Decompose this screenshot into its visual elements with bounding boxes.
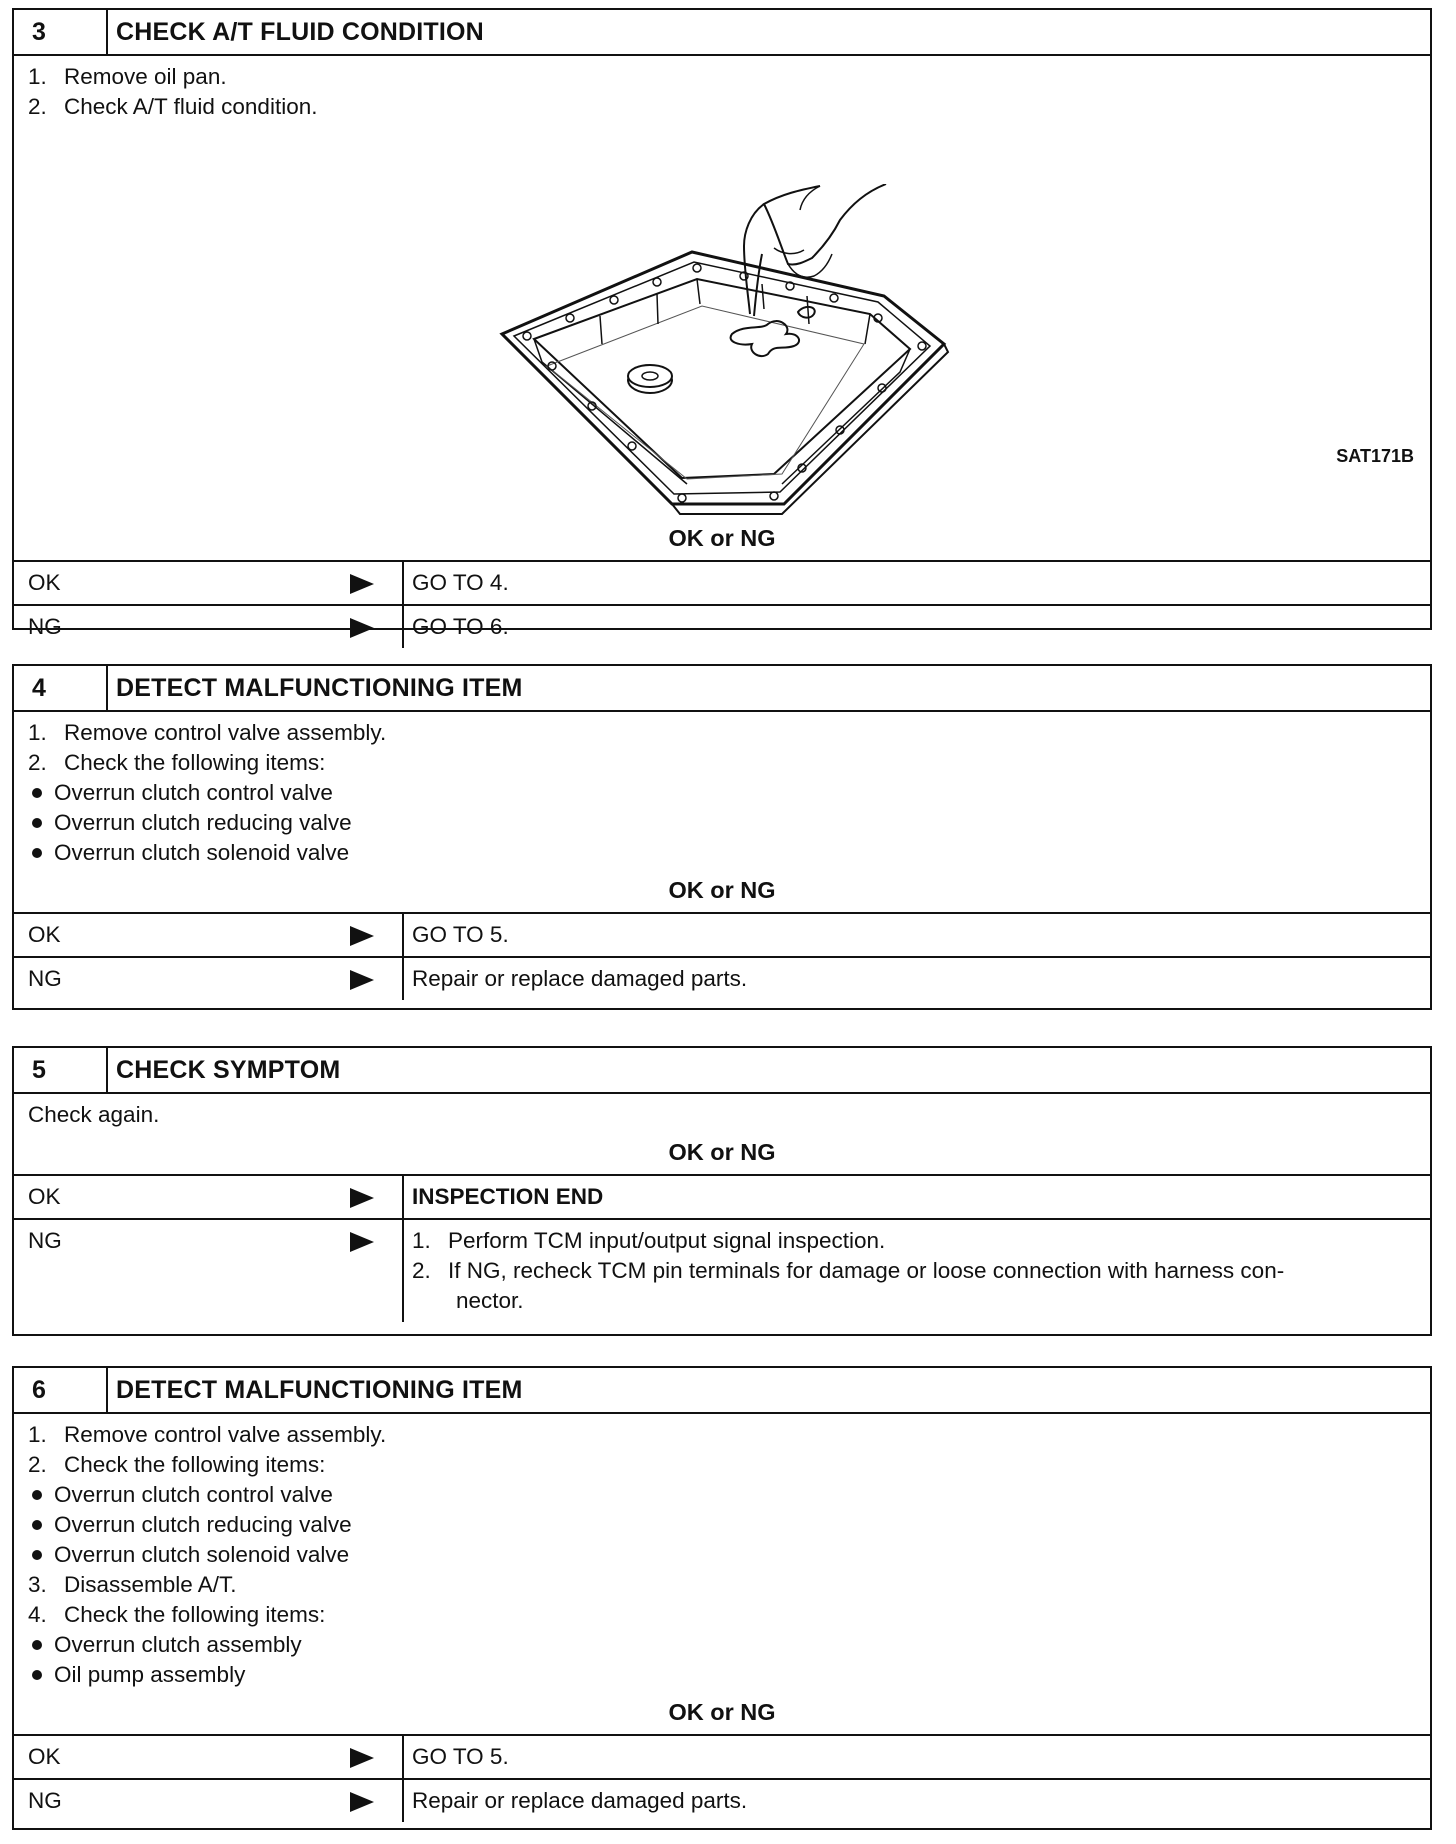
ok-or-ng-label: OK or NG bbox=[668, 877, 776, 903]
instruction-item: 2. Check the following items: bbox=[28, 750, 326, 775]
ng-row bbox=[14, 1218, 1430, 1322]
bullet-icon bbox=[32, 818, 42, 828]
step-4-header bbox=[14, 666, 1430, 712]
ng-label: NG bbox=[14, 606, 404, 648]
ok-or-ng-label: OK or NG bbox=[668, 525, 776, 551]
ok-row bbox=[14, 912, 1430, 956]
ok-row bbox=[14, 1174, 1430, 1218]
step-3-body bbox=[14, 56, 1430, 546]
step-title: DETECT MALFUNCTIONING ITEM bbox=[116, 674, 523, 702]
bullet-item: Overrun clutch reducing valve bbox=[28, 808, 1416, 838]
arrow-right-icon bbox=[350, 618, 374, 638]
step-title: DETECT MALFUNCTIONING ITEM bbox=[116, 1376, 523, 1404]
ok-label: OK bbox=[14, 562, 404, 604]
instruction-item: 1. Remove control valve assembly. bbox=[28, 720, 387, 745]
ng-result: Repair or replace damaged parts. bbox=[412, 1788, 748, 1813]
bullet-icon bbox=[32, 1670, 42, 1680]
oil-pan-illustration bbox=[482, 184, 1002, 524]
ok-result: GO TO 5. bbox=[412, 922, 509, 947]
ok-row bbox=[14, 560, 1430, 604]
ng-result-line: 1. Perform TCM input/output signal inspection. bbox=[412, 1228, 886, 1253]
bullet-icon bbox=[32, 1490, 42, 1500]
ng-result-line: nector. bbox=[456, 1288, 524, 1313]
instruction-item: 1. Remove oil pan. bbox=[28, 64, 227, 89]
ng-result bbox=[404, 1220, 1430, 1322]
ng-result: Repair or replace damaged parts. bbox=[412, 966, 748, 991]
bullet-item: Overrun clutch solenoid valve bbox=[28, 838, 1416, 868]
arrow-right-icon bbox=[350, 1188, 374, 1208]
step-5-box bbox=[12, 1046, 1432, 1336]
step-title: CHECK SYMPTOM bbox=[116, 1056, 341, 1084]
step-number: 5 bbox=[14, 1048, 108, 1092]
ng-label: NG bbox=[14, 1220, 404, 1322]
figure-code: SAT171B bbox=[1336, 446, 1414, 466]
step-4-box bbox=[12, 664, 1432, 1010]
bullet-item: Overrun clutch solenoid valve bbox=[28, 1540, 1416, 1570]
arrow-right-icon bbox=[350, 1748, 374, 1768]
step-number: 3 bbox=[14, 10, 108, 54]
instruction-item: 2. Check the following items: bbox=[28, 1452, 326, 1477]
step-number: 6 bbox=[14, 1368, 108, 1412]
step-6-header bbox=[14, 1368, 1430, 1414]
instruction-item: 2. Check A/T fluid condition. bbox=[28, 94, 318, 119]
ok-row bbox=[14, 1734, 1430, 1778]
bullet-icon bbox=[32, 1550, 42, 1560]
ng-row bbox=[14, 1778, 1430, 1822]
ok-result: GO TO 5. bbox=[412, 1744, 509, 1769]
ng-label: NG bbox=[14, 1780, 404, 1822]
ok-label: OK bbox=[14, 1176, 404, 1218]
step-3-box bbox=[12, 8, 1432, 639]
instruction-item: 3. Disassemble A/T. bbox=[28, 1572, 237, 1597]
step-number: 4 bbox=[14, 666, 108, 710]
instruction-text: Check again. bbox=[28, 1102, 160, 1127]
ok-label: OK bbox=[14, 914, 404, 956]
step-title: CHECK A/T FLUID CONDITION bbox=[116, 18, 484, 46]
step-6-body bbox=[14, 1414, 1430, 1690]
arrow-right-icon bbox=[350, 574, 374, 594]
bullet-icon bbox=[32, 1520, 42, 1530]
arrow-right-icon bbox=[350, 970, 374, 990]
ng-row bbox=[14, 604, 1430, 648]
bullet-item: Overrun clutch assembly bbox=[28, 1630, 1416, 1660]
step-5-body bbox=[14, 1094, 1430, 1130]
step-6-box bbox=[12, 1366, 1432, 1830]
bullet-item: Oil pump assembly bbox=[28, 1660, 1416, 1690]
ng-row bbox=[14, 956, 1430, 1000]
bullet-icon bbox=[32, 788, 42, 798]
ok-or-ng-label: OK or NG bbox=[668, 1699, 776, 1725]
arrow-right-icon bbox=[350, 1232, 374, 1252]
ok-label: OK bbox=[14, 1736, 404, 1778]
ng-result: GO TO 6. bbox=[412, 614, 509, 639]
ok-result: INSPECTION END bbox=[412, 1184, 604, 1209]
step-5-header bbox=[14, 1048, 1430, 1094]
arrow-right-icon bbox=[350, 1792, 374, 1812]
bullet-item: Overrun clutch control valve bbox=[28, 778, 1416, 808]
bullet-item: Overrun clutch reducing valve bbox=[28, 1510, 1416, 1540]
ok-result: GO TO 4. bbox=[412, 570, 509, 595]
ok-or-ng-label: OK or NG bbox=[668, 1139, 776, 1165]
instruction-item: 1. Remove control valve assembly. bbox=[28, 1422, 387, 1447]
step-4-body bbox=[14, 712, 1430, 868]
step-3-header bbox=[14, 10, 1430, 56]
bullet-icon bbox=[32, 1640, 42, 1650]
ng-label: NG bbox=[14, 958, 404, 1000]
arrow-right-icon bbox=[350, 926, 374, 946]
bullet-icon bbox=[32, 848, 42, 858]
ng-result-line: 2. If NG, recheck TCM pin terminals for damage or loose connection with harness con- bbox=[412, 1258, 1285, 1283]
instruction-item: 4. Check the following items: bbox=[28, 1602, 326, 1627]
bullet-item: Overrun clutch control valve bbox=[28, 1480, 1416, 1510]
